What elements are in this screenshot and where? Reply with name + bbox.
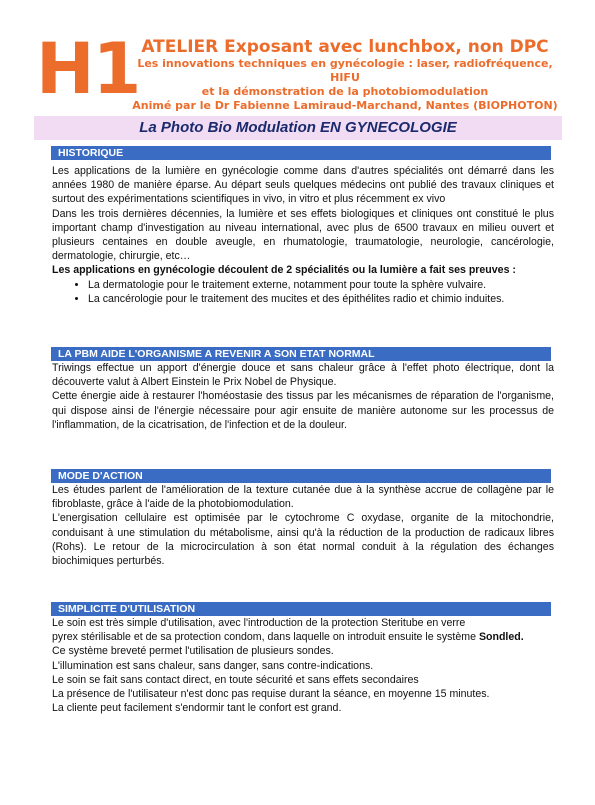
pbm-paragraph-1: Triwings effectue un apport d'énergie douce et sans chaleur grâce à l'effet photo électrique, dont la découverte valut à Albert Einstein le Prix Nobel de Physique. — [52, 362, 554, 389]
event-topic-line-1: Les innovations techniques en gynécologie : laser, radiofréquence, HIFU — [137, 57, 553, 84]
list-item: • La dermatologie pour le traitement externe, notamment pour toute la sphère vulvaire. — [88, 278, 554, 292]
event-speaker: Animé par le Dr Fabienne Lamiraud-Marchand, Nantes (BIOPHOTON) — [132, 99, 558, 112]
simplicite-line-6: La présence de l'utilisateur n'est donc pas requise durant la séance, en moyenne 15 minutes. — [52, 688, 490, 701]
section-heading-historique: HISTORIQUE — [51, 146, 551, 160]
h1-logo: H1 — [36, 28, 140, 110]
simplicite-line-2-text: pyrex stérilisable et de sa protection condom, dans laquelle on introduit ensuite le système — [52, 631, 476, 644]
simplicite-line-5: Le soin se fait sans contact direct, en toute sécurité et sans effets secondaires — [52, 673, 419, 686]
section-body-pbm — [52, 361, 554, 432]
section-heading-pbm: LA PBM AIDE L'ORGANISME A REVENIR A SON ETAT NORMAL — [51, 347, 551, 361]
simplicite-line-7: La cliente peut facilement s'endormir tant le confort est grand. — [52, 702, 342, 715]
historique-paragraph-3: Les applications en gynécologie découlent de 2 spécialités ou la lumière a fait ses preuves : — [52, 264, 516, 277]
event-title: ATELIER Exposant avec lunchbox, non DPC — [141, 37, 549, 57]
simplicite-line-4: L'illumination est sans chaleur, sans danger, sans contre-indications. — [52, 659, 374, 672]
section-body-mode-action — [52, 483, 554, 568]
historique-bullet-list — [52, 278, 554, 306]
list-item: • La cancérologie pour le traitement des mucites et des épithélites radio et chimio induites. — [88, 292, 554, 306]
section-heading-mode-action: MODE D'ACTION — [51, 469, 551, 483]
section-body-historique — [52, 164, 554, 306]
historique-paragraph-2: Dans les trois dernières décennies, la lumière et ses effets biologiques et cliniques ont constitué le plus important champ d'investigation au niveau international, avec plus de 6500 travaux en milieu ouvert et plusieurs centaines en double aveugle, en rhumatologie, traumatologie, neurologie, cancérologie, dermatologie, chirurgie, etc… — [52, 207, 554, 263]
section-body-simplicite — [52, 616, 554, 715]
pbm-paragraph-2: Cette énergie aide à restaurer l'homéostasie des tissus par les mécanismes de réparation de l'organisme, qui dispose ainsi de l'énergie nécessaire pour agir ensuite de manière autonome sur les processus de l'inflammation, de la cicatrisation, de l'infection et de la douleur. — [52, 390, 554, 431]
event-topic-line-2: et la démonstration de la photobiomodulation — [201, 85, 489, 98]
mode-paragraph-1: Les études parlent de l'amélioration de la texture cutanée due à la synthèse accrue de collagène par le fibroblaste, grâce à l'aide de la photobiomodulation. — [52, 484, 554, 511]
historique-paragraph-1: Les applications de la lumière en gynécologie comme dans d'autres spécialités ont démarré dans les années 1980 de manière éparse. Au départ seuls quelques médecins ont publié des travaux cliniques et surtout des expérimentations scientifiques in vivo, in vitro et plus récemment ex vivo — [52, 165, 554, 206]
sondled-product-name: Sondled. — [478, 631, 524, 644]
mode-paragraph-2: L'energisation cellulaire est optimisée par le cytochrome C oxydase, organite de la mitochondrie, conduisant à une stimulation du métabolisme, ainsi qu'à la réduction de la production de radicaux libres (Rohs). Le retour de la microcirculation à son état normal conduit à la régulation des échanges biochimiques perturbés. — [52, 512, 554, 568]
section-heading-simplicite: SIMPLICITE D'UTILISATION — [51, 602, 551, 616]
simplicite-line-1: Le soin est très simple d'utilisation, avec l'introduction de la protection Steritube en verre — [52, 617, 466, 629]
document-subtitle: La Photo Bio Modulation EN GYNECOLOGIE — [34, 116, 562, 140]
event-header — [130, 38, 560, 113]
simplicite-line-2 — [52, 630, 554, 644]
simplicite-line-3: Ce système breveté permet l'utilisation de plusieurs sondes. — [52, 645, 334, 658]
